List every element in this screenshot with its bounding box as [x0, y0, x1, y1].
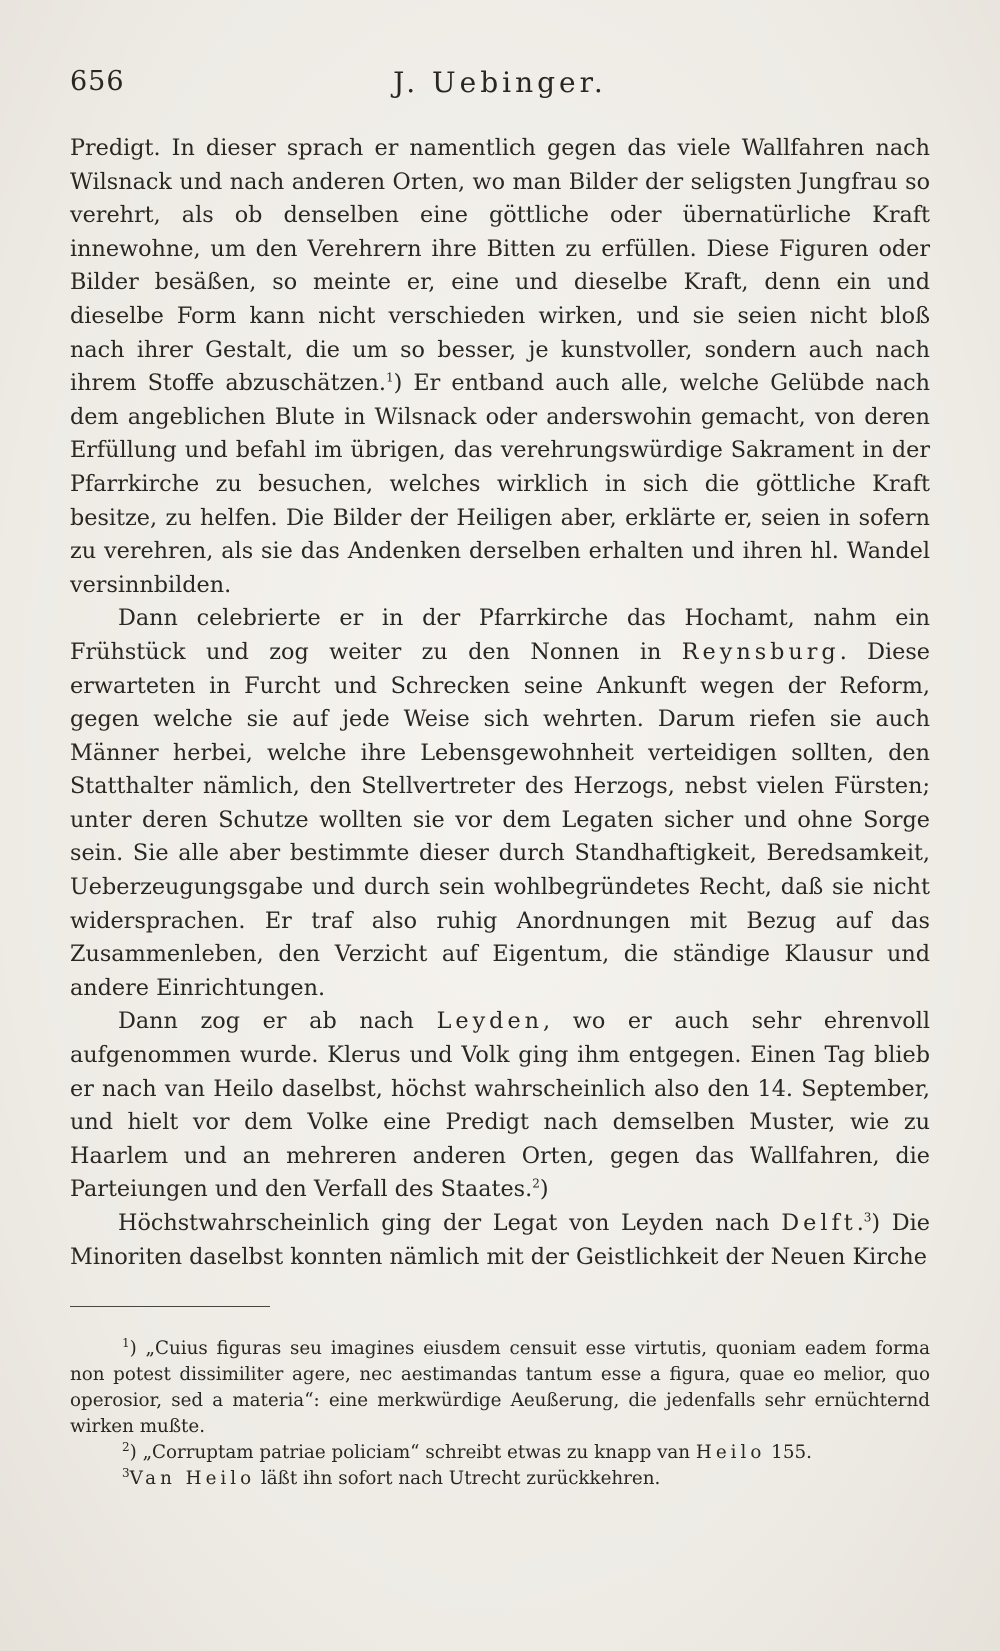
- paragraph-4-text-c: ) Die Minoriten daselbst konnten nämlich mit der Geistlichkeit der Neuen Kirche: [70, 1210, 930, 1270]
- paragraph-2: [70, 602, 930, 1005]
- paragraph-1-text-b: ) Er entband auch alle, welche Gelübde nach dem angeblichen Blute in Wilsnack oder anderswohin gemacht, von deren Erfüllung und befahl im übrigen, das verehrungswürdige Sakrament in der Pfarrkirche zu besuchen, welches wirklich in sich die göttliche Kraft besitze, zu helfen. Die Bilder der Heiligen aber, erklärte er, seien in sofern zu verehren, als sie das Andenken derselben erhalten und ihren hl. Wandel versinnbilden.: [70, 370, 931, 598]
- footnote-ref-2: 2: [532, 1176, 540, 1191]
- footnote-3-author: Van Heilo: [129, 1468, 256, 1489]
- footnote-2-tail: 155.: [765, 1442, 812, 1463]
- place-name-leyden: Leyden: [436, 1008, 544, 1035]
- footnotes: [70, 1336, 930, 1492]
- footnote-3: [70, 1466, 930, 1492]
- footnote-1-mark: 1: [122, 1335, 130, 1350]
- footnote-2: [70, 1440, 930, 1466]
- main-text: [70, 132, 930, 1274]
- paragraph-1: [70, 132, 930, 602]
- paragraph-3-text-b: , wo er auch sehr ehrenvoll aufgenommen wurde. Klerus und Volk ging ihm entgegen. Einen Tag blieb er nach van Heilo daselbst, höchst wahrscheinlich also den 14. September, und hielt vor dem Volke eine Predigt nach demselben Muster, wie zu Haarlem und an mehreren anderen Orten, gegen das Wallfahren, die Parteiungen und den Verfall des Staates.: [70, 1008, 930, 1203]
- footnote-ref-1: 1: [385, 370, 394, 385]
- page-header: [70, 66, 930, 106]
- running-head: J. Uebinger.: [393, 66, 607, 99]
- paragraph-4-text-b: .: [856, 1210, 864, 1236]
- footnote-2-author: Heilo: [695, 1442, 766, 1463]
- footnote-1: [70, 1336, 930, 1440]
- paragraph-3: [70, 1005, 930, 1207]
- footnote-2-mark: 2: [122, 1439, 130, 1454]
- place-name-delft: Delft: [781, 1210, 857, 1236]
- paragraph-3-text-a: Dann zog er ab nach: [118, 1008, 437, 1035]
- paragraph-4-text-a: Höchstwahrscheinlich ging der Legat von Leyden nach: [118, 1210, 782, 1236]
- paragraph-2-text-b: . Diese erwarteten in Furcht und Schrecken seine Ankunft wegen der Reform, gegen welche sie auf jede Weise sich wehrten. Darum riefen sie auch Männer herbei, welche ihre Lebensgewohnheit verteidigen sollten, den Statthalter nämlich, den Stellvertreter des Herzogs, nebst vielen Fürsten; unter deren Schutze wollten sie vor dem Legaten sicher und ohne Sorge sein. Sie alle aber bestimmte dieser durch Standhaftigkeit, Beredsamkeit, Ueberzeugungsgabe und durch sein wohlbegründetes Recht, daß sie nicht widersprachen. Er traf also ruhig Anordnungen mit Bezug auf das Zusammenleben, den Verzicht auf Eigentum, die ständige Klausur und andere Einrichtungen.: [70, 638, 930, 1001]
- paragraph-3-text-c: ): [539, 1176, 549, 1203]
- page-number: 656: [70, 66, 125, 97]
- footnote-3-mark: 3: [122, 1465, 130, 1480]
- paragraph-2-text-a: Dann celebrierte er in der Pfarrkirche das Hochamt, nahm ein Frühstück und zog weiter zu den Nonnen in: [70, 605, 930, 665]
- paragraph-1-text-a: Predigt. In dieser sprach er namentlich gegen das viele Wallfahren nach Wilsnack und nach anderen Orten, wo man Bilder der seligsten Jungfrau so verehrt, als ob denselben eine göttliche oder übernatürliche Kraft innewohne, um den Verehrern ihre Bitten zu erfüllen. Diese Figuren oder Bilder besäßen, so meinte er, eine und dieselbe Kraft, denn ein und dieselbe Form kann nicht verschieden wirken, und sie seien nicht bloß nach ihrer Gestalt, die um so besser, je kunstvoller, sondern auch nach ihrem Stoffe abzuschätzen.: [70, 135, 930, 397]
- footnote-1-text: ) „Cuius figuras seu imagines eiusdem censuit esse virtutis, quoniam eadem forma non potest dissimiliter agere, nec aestimandas tantum esse a figura, quae eo melior, quo operosior, sed a materia“: eine merkwürdige Aeußerung, die jedenfalls sehr ernüchternd wirken mußte.: [70, 1338, 930, 1437]
- footnote-3-text: läßt ihn sofort nach Utrecht zurückkehren.: [255, 1468, 661, 1489]
- footnote-2-text: ) „Corruptam patriae policiam“ schreibt etwas zu knapp van: [129, 1442, 696, 1463]
- place-name-reynsburg: Reynsburg: [681, 638, 840, 665]
- paragraph-4: [70, 1207, 930, 1274]
- footnote-rule: [70, 1306, 270, 1307]
- footnote-ref-3: 3: [863, 1210, 872, 1225]
